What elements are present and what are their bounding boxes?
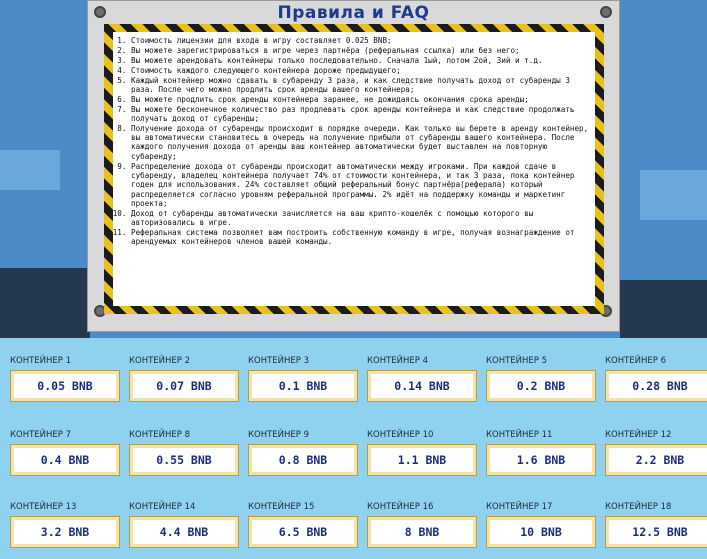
price-box[interactable] xyxy=(605,444,707,476)
rule-item: 9. Распределение дохода от субаренды происходит автоматически между игроками. При каждой сдаче в субаренду, владелец контейнера получает 74% от стоимости контейнера, и так 3 раза, пока контейнер годен для использования. 24% составляет общий реферальный бонус партнёра(реферала) который распределяется согласно уровням реферальной программы. 2% идёт на поддержку команды и маркетинг проекта; xyxy=(131,162,589,208)
price-value: 1.1 BNB xyxy=(371,448,473,472)
container-label: КОНТЕЙНЕР 1 xyxy=(10,356,72,366)
container-card-9[interactable] xyxy=(246,430,358,476)
price-value: 0.4 BNB xyxy=(14,448,116,472)
container-label: КОНТЕЙНЕР 4 xyxy=(367,356,429,366)
container-label: КОНТЕЙНЕР 11 xyxy=(486,430,553,440)
rule-item: 2. Вы можете зарегистрироваться в игре через партнёра (реферальная ссылка) или без него; xyxy=(131,46,589,55)
price-value: 4.4 BNB xyxy=(133,520,235,544)
price-value: 1.6 BNB xyxy=(490,448,592,472)
container-card-10[interactable] xyxy=(365,430,477,476)
price-value: 0.2 BNB xyxy=(490,374,592,398)
container-label: КОНТЕЙНЕР 17 xyxy=(486,502,553,512)
price-box[interactable] xyxy=(605,370,707,402)
container-label: КОНТЕЙНЕР 8 xyxy=(129,430,191,440)
rules-panel xyxy=(113,32,595,306)
price-value: 0.55 BNB xyxy=(133,448,235,472)
price-box[interactable] xyxy=(10,516,120,548)
rule-item: 8. Получение дохода от субаренды происходит в порядке очереди. Как только вы берете в аренду контейнер, вы автоматически становитесь в очередь на получение прибыли от субаренды вашего контейнера. После каждого получения дохода от аренды ваш контейнер автоматически будет выставлен на повторную субаренду; xyxy=(131,124,589,161)
price-box[interactable] xyxy=(367,370,477,402)
price-value: 6.5 BNB xyxy=(252,520,354,544)
price-box[interactable] xyxy=(10,444,120,476)
container-card-4[interactable] xyxy=(365,356,477,402)
price-value: 0.8 BNB xyxy=(252,448,354,472)
bolt-icon xyxy=(600,6,612,18)
container-card-17[interactable] xyxy=(484,502,596,548)
price-box[interactable] xyxy=(486,370,596,402)
price-value: 2.2 BNB xyxy=(609,448,707,472)
price-box[interactable] xyxy=(248,444,358,476)
container-label: КОНТЕЙНЕР 12 xyxy=(605,430,672,440)
ground-left xyxy=(0,268,90,338)
rule-item: 11. Реферальная система позволяет вам построить собственную команду в игре, получая вознаграждение от арендуемых контейнеров членов вашей команды. xyxy=(131,228,589,247)
price-value: 3.2 BNB xyxy=(14,520,116,544)
container-label: КОНТЕЙНЕР 18 xyxy=(605,502,672,512)
container-card-5[interactable] xyxy=(484,356,596,402)
price-value: 12.5 BNB xyxy=(609,520,707,544)
container-card-16[interactable] xyxy=(365,502,477,548)
price-value: 0.07 BNB xyxy=(133,374,235,398)
price-box[interactable] xyxy=(367,516,477,548)
ground-right xyxy=(620,280,707,338)
price-box[interactable] xyxy=(129,516,239,548)
container-card-15[interactable] xyxy=(246,502,358,548)
price-box[interactable] xyxy=(605,516,707,548)
rule-item: 4. Стоимость каждого следующего контейнера дороже предыдущего; xyxy=(131,66,589,75)
container-label: КОНТЕЙНЕР 10 xyxy=(367,430,434,440)
container-card-14[interactable] xyxy=(127,502,239,548)
price-box[interactable] xyxy=(486,516,596,548)
price-value: 0.14 BNB xyxy=(371,374,473,398)
price-box[interactable] xyxy=(129,444,239,476)
board-title: Правила и FAQ xyxy=(277,3,430,23)
price-value: 0.28 BNB xyxy=(609,374,707,398)
rule-item: 1. Стоимость лицензии для входа в игру составляет 0.025 BNB; xyxy=(131,36,589,45)
container-card-8[interactable] xyxy=(127,430,239,476)
rule-item: 7. Вы можете бесконечное количество раз продлевать срок аренды контейнера и как следствие продолжать получать доход от субаренды; xyxy=(131,105,589,124)
container-card-3[interactable] xyxy=(246,356,358,402)
container-label: КОНТЕЙНЕР 16 xyxy=(367,502,434,512)
container-card-12[interactable] xyxy=(603,430,707,476)
container-card-13[interactable] xyxy=(8,502,120,548)
price-value: 0.1 BNB xyxy=(252,374,354,398)
rule-item: 5. Каждый контейнер можно сдавать в субаренду 3 раза, и как следствие получать доход от субаренды 3 раза. После чего можно продлить срок аренды вашего контейнера; xyxy=(131,76,589,95)
rule-item: 10. Доход от субаренды автоматически зачисляется на ваш крипто-кошелёк с помощью которого вы авторизовались в игре. xyxy=(131,209,589,228)
price-box[interactable] xyxy=(129,370,239,402)
price-value: 0.05 BNB xyxy=(14,374,116,398)
price-value: 10 BNB xyxy=(490,520,592,544)
rule-item: 6. Вы можете продлить срок аренды контейнера заранее, не дожидаясь окончания срока аренды; xyxy=(131,95,589,104)
container-label: КОНТЕЙНЕР 13 xyxy=(10,502,77,512)
container-label: КОНТЕЙНЕР 9 xyxy=(248,430,310,440)
cloud-left xyxy=(0,150,60,190)
container-card-11[interactable] xyxy=(484,430,596,476)
price-box[interactable] xyxy=(248,516,358,548)
cloud-right xyxy=(640,170,707,220)
container-card-7[interactable] xyxy=(8,430,120,476)
container-label: КОНТЕЙНЕР 3 xyxy=(248,356,310,366)
price-box[interactable] xyxy=(10,370,120,402)
rule-item: 3. Вы можете арендовать контейнеры только последовательно. Сначала 1ый, потом 2ой, 3ий и т.д. xyxy=(131,56,589,65)
container-label: КОНТЕЙНЕР 6 xyxy=(605,356,667,366)
container-card-1[interactable] xyxy=(8,356,120,402)
price-box[interactable] xyxy=(367,444,477,476)
bolt-icon xyxy=(94,6,106,18)
price-value: 8 BNB xyxy=(371,520,473,544)
price-box[interactable] xyxy=(486,444,596,476)
container-label: КОНТЕЙНЕР 15 xyxy=(248,502,315,512)
container-label: КОНТЕЙНЕР 7 xyxy=(10,430,72,440)
container-label: КОНТЕЙНЕР 2 xyxy=(129,356,191,366)
container-label: КОНТЕЙНЕР 14 xyxy=(129,502,196,512)
price-box[interactable] xyxy=(248,370,358,402)
container-card-2[interactable] xyxy=(127,356,239,402)
container-card-18[interactable] xyxy=(603,502,707,548)
rules-list xyxy=(119,36,589,246)
container-card-6[interactable] xyxy=(603,356,707,402)
container-label: КОНТЕЙНЕР 5 xyxy=(486,356,548,366)
